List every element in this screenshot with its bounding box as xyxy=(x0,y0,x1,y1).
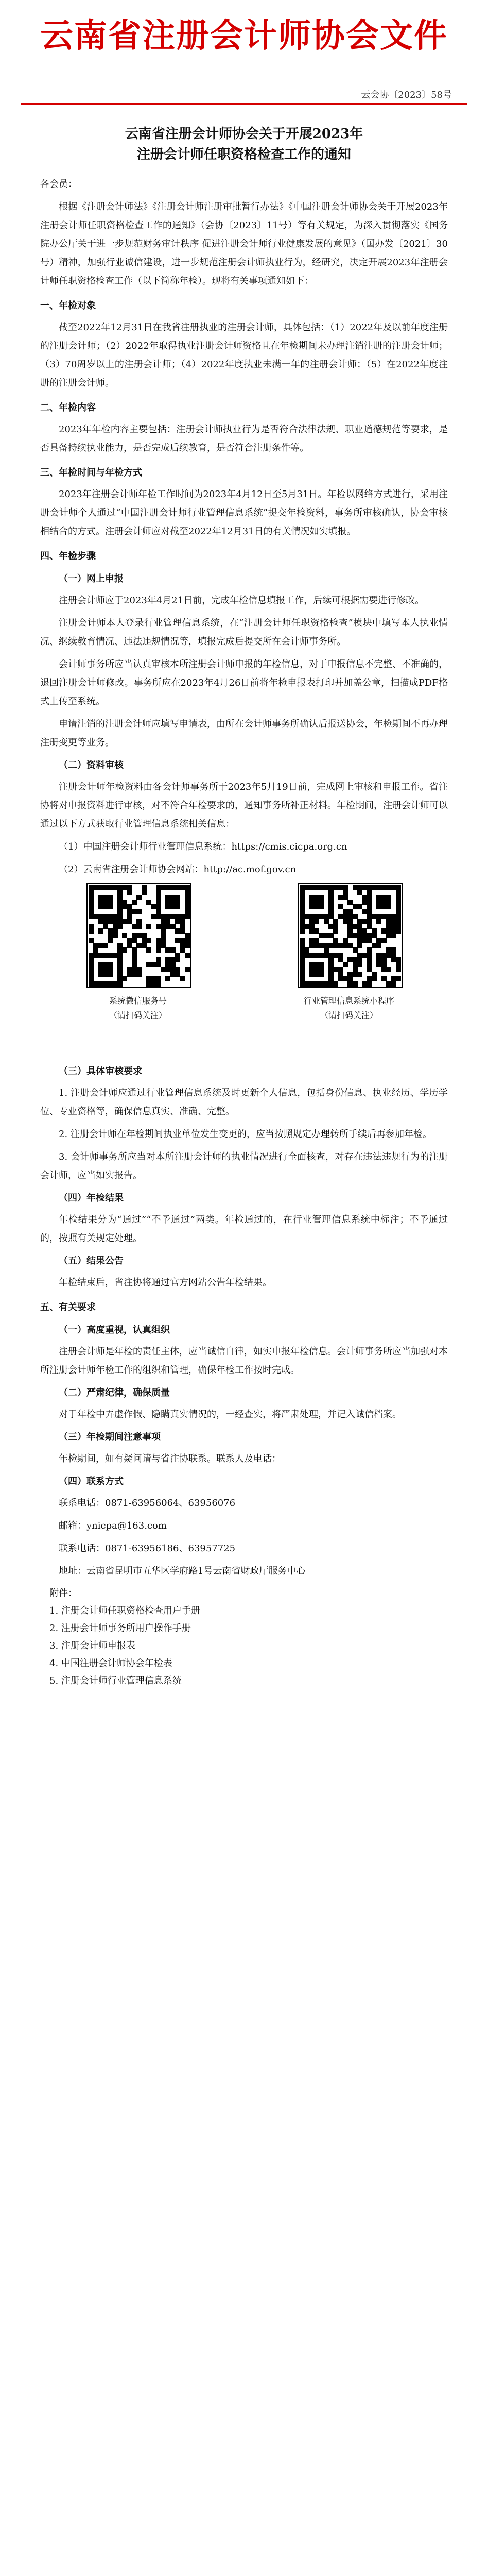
subsection-heading: （一）网上申报 xyxy=(59,573,124,584)
body-paragraph: 1. 注册会计师应通过行业管理信息系统及时更新个人信息，包括身份信息、执业经历、学历学位、专业资格等，确保信息真实、准确、完整。 xyxy=(40,1088,448,1117)
attachment-item[interactable]: 1. 注册会计师任职资格检查用户手册 xyxy=(49,1605,200,1616)
body-paragraph: 注册会计师年检资料由各会计师事务所于2023年5月19日前，完成网上审核和申报工作。省注协将对申报资料进行审核，对不符合年检要求的，通知事务所补正材料。年检期间，注册会计师可以通过以下方式获取行业管理信息系统相关信息： xyxy=(40,782,448,829)
qr-module xyxy=(127,890,132,895)
qr-module xyxy=(175,904,180,909)
subsection-heading: （四）年检结果 xyxy=(59,1193,124,1204)
qr-module xyxy=(146,947,151,953)
qr-module xyxy=(180,976,185,981)
body-paragraph: 注册会计师应于2023年4月21日前，完成年检信息填报工作，后续可根据需要进行修改。 xyxy=(59,595,425,606)
qr-module xyxy=(122,947,127,953)
qr-code-right[interactable] xyxy=(298,883,403,988)
qr-caption-line: （请扫码关注） xyxy=(109,1010,167,1020)
qr-module xyxy=(185,953,190,958)
section-heading: 五、有关要求 xyxy=(40,1302,96,1313)
qr-module xyxy=(122,976,127,981)
qr-module xyxy=(357,972,362,977)
qr-module xyxy=(319,904,324,909)
document-title xyxy=(0,124,488,165)
body-paragraph: 注册会计师本人登录行业管理信息系统，在“注册会计师任职资格检查”模块中填写本人执业情况、继续教育情况、违法违规情况等，填报完成后提交所在会计师事务所。 xyxy=(40,618,448,647)
qr-module xyxy=(113,933,118,938)
qr-module xyxy=(376,919,381,924)
qr-module xyxy=(117,981,123,987)
body-paragraph: 对于年检中弄虚作假、隐瞒真实情况的，一经查实，将严肃处理，并记入诚信档案。 xyxy=(59,1409,402,1420)
contact-line: 联系电话：0871-63956186、63957725 xyxy=(59,1543,236,1554)
section-heading: 二、年检内容 xyxy=(40,402,96,413)
qr-module xyxy=(381,938,387,943)
qr-caption-line: （请扫码关注） xyxy=(320,1010,378,1020)
subsection-heading: （二）资料审核 xyxy=(59,760,124,771)
qr-module xyxy=(146,924,151,929)
body-paragraph: 截至2022年12月31日在我省注册执业的注册会计师，具体包括：（1）2022年及以前年度注册的注册会计师；（2）2022年取得执业注册会计师资格且在年检期间未办理注销注册的注册会计师；（3）70周岁以上的注册会计师；（4）2022年度执业未满一年的注册会计师；（5）在2022年度注册的注册会计师。 xyxy=(40,322,448,388)
subsection-heading: （四）联系方式 xyxy=(59,1476,124,1487)
title-line-1: 云南省注册会计师协会关于开展2023年 xyxy=(125,126,363,142)
qr-module xyxy=(98,928,103,934)
body-paragraph: 申请注销的注册会计师应填写申请表，由所在会计师事务所确认后报送协会，年检期间不再办理注册变更等业务。 xyxy=(40,719,448,748)
title-line-2: 注册会计师任职资格检查工作的通知 xyxy=(136,147,351,162)
qr-module xyxy=(185,943,190,948)
body-paragraph: 3. 会计师事务所应当对本所注册会计师的执业情况进行全面核查，对存在违法违规行为的注册会计师，应当如实报告。 xyxy=(40,1151,448,1181)
qr-caption-right xyxy=(282,994,416,1023)
red-divider xyxy=(21,103,467,105)
qr-code-row xyxy=(40,883,448,1058)
subsection-heading: （三）具体审核要求 xyxy=(59,1066,142,1077)
masthead: 云南省注册会计师协会文件 xyxy=(40,17,448,55)
qr-module xyxy=(396,976,401,981)
qr-module xyxy=(396,967,401,972)
qr-caption-left xyxy=(71,994,205,1023)
intro-paragraph: 根据《注册会计师法》《注册会计师注册审批暂行办法》《中国注册会计师协会关于开展2023年注册会计师任职资格检查工作的通知》（会协〔2023〕11号）等有关规定，为深入贯彻落实《国务院办公厅关于进一步规范财务审计秩序 促进注册会计师行业健康发展的意见》（国办发〔2021〕30号）精神，加强行业诚信建设，进一步规范注册会计师执业行为，经研究，决定开展2023年注册会计师任职资格检查工作（以下简称年检）。现将有关事项通知如下： xyxy=(40,201,448,286)
qr-code-left[interactable] xyxy=(86,883,191,988)
qr-module xyxy=(367,981,372,987)
salutation: 各会员： xyxy=(40,179,77,190)
contact-email[interactable]: 邮箱：ynicpa@163.com xyxy=(59,1520,167,1531)
body-paragraph: 2. 注册会计师在年检期间执业单位发生变更的，应当按照规定办理转所手续后再参加年检。 xyxy=(59,1129,432,1140)
qr-module xyxy=(357,962,362,967)
qr-module xyxy=(156,981,161,987)
qr-module xyxy=(117,924,123,929)
body-paragraph: 年检结果分为“通过”“不予通过”两类。年检通过的，在行业管理信息系统中标注；不予通过的，按照有关规定处理。 xyxy=(40,1214,448,1244)
body-paragraph: 年检结束后，省注协将通过官方网站公告年检结果。 xyxy=(59,1277,272,1288)
attachments-list xyxy=(49,1585,448,1690)
qr-module xyxy=(185,967,190,972)
qr-module xyxy=(136,909,142,914)
qr-module xyxy=(108,972,113,977)
qr-module xyxy=(386,967,391,972)
subsection-heading: （二）严肃纪律，确保质量 xyxy=(59,1387,170,1398)
section-heading: 一、年检对象 xyxy=(40,300,96,311)
qr-module xyxy=(343,962,348,967)
qr-module xyxy=(89,928,94,934)
qr-module xyxy=(357,943,362,948)
section-heading: 三、年检时间与年检方式 xyxy=(40,467,142,478)
body-paragraph: 年检期间，如有疑问请与省注协联系。联系人及电话： xyxy=(59,1453,281,1464)
qr-module xyxy=(333,928,338,934)
contact-address: 地址：云南省昆明市五华区学府路1号云南省财政厅服务中心 xyxy=(59,1566,306,1577)
qr-module xyxy=(136,895,142,900)
qr-caption-line: 系统微信服务号 xyxy=(109,996,167,1006)
document-number: 云会协〔2023〕58号 xyxy=(361,90,452,100)
qr-module xyxy=(372,976,377,981)
section-heading: 四、年检步骤 xyxy=(40,551,96,562)
body-paragraph: 会计师事务所应当认真审核本所注册会计师申报的年检信息，对于申报信息不完整、不准确的，退回注册会计师修改。事务所应在2023年4月26日前将年检申报表打印并加盖公章，扫描成PDF格式上传至系统。 xyxy=(40,659,448,707)
body-paragraph: 2023年注册会计师年检工作时间为2023年4月12日至5月31日。年检以网络方式进行，采用注册会计师个人通过“中国注册会计师行业管理信息系统”提交年检资料，事务所审核确认，协会审核相结合的方式。注册会计师应对截至2022年12月31日的有关情况如实填报。 xyxy=(40,489,448,537)
subsection-heading: （一）高度重视，认真组织 xyxy=(59,1325,170,1335)
qr-module xyxy=(142,890,147,895)
attachment-item[interactable]: 3. 注册会计师申报表 xyxy=(49,1640,135,1651)
qr-module xyxy=(185,914,190,919)
qr-module xyxy=(391,933,396,938)
attachment-item[interactable]: 5. 注册会计师行业管理信息系统 xyxy=(49,1675,182,1686)
qr-module xyxy=(132,900,137,905)
qr-module xyxy=(146,938,151,943)
qr-module xyxy=(333,981,338,987)
qr-module xyxy=(136,972,142,977)
qr-module xyxy=(108,904,113,909)
qr-module xyxy=(175,957,180,962)
qr-module xyxy=(314,919,319,924)
qr-module xyxy=(165,976,170,981)
qr-module xyxy=(300,928,305,934)
system-url[interactable]: （1）中国注册会计师行业管理信息系统：https://cmis.cicpa.org.cn xyxy=(59,841,347,852)
qr-module xyxy=(376,943,381,948)
qr-module xyxy=(396,928,401,934)
qr-module xyxy=(386,904,391,909)
qr-module xyxy=(156,947,161,953)
qr-module xyxy=(136,924,142,929)
attachment-item[interactable]: 4. 中国注册会计师协会年检表 xyxy=(49,1658,172,1669)
subsection-heading: （三）年检期间注意事项 xyxy=(59,1432,161,1443)
body-paragraph: 注册会计师是年检的责任主体，应当诚信自律，如实申报年检信息。会计师事务所应当加强对本所注册会计师年检工作的组织和管理，确保年检工作按时完成。 xyxy=(40,1346,448,1376)
qr-module xyxy=(391,981,396,987)
qr-module xyxy=(108,938,113,943)
contact-line: 联系电话：0871-63956064、63956076 xyxy=(59,1498,236,1509)
qr-module xyxy=(103,943,108,948)
qr-module xyxy=(319,972,324,977)
attachments-title: 附件： xyxy=(49,1588,77,1599)
subsection-heading: （五）结果公告 xyxy=(59,1256,124,1266)
qr-module xyxy=(353,981,358,987)
qr-caption-line: 行业管理信息系统小程序 xyxy=(303,996,394,1006)
system-url[interactable]: （2）云南省注册会计师协会网站：http://ac.mof.gov.cn xyxy=(59,864,297,875)
body-paragraph: 2023年年检内容主要包括：注册会计师执业行为是否符合法律法规、职业道德规范等要求，是否具备持续执业能力，是否完成后续教育，是否符合注册条件等。 xyxy=(40,424,448,453)
attachment-item[interactable]: 2. 注册会计师事务所用户操作手册 xyxy=(49,1623,191,1634)
document-body xyxy=(40,175,448,1690)
